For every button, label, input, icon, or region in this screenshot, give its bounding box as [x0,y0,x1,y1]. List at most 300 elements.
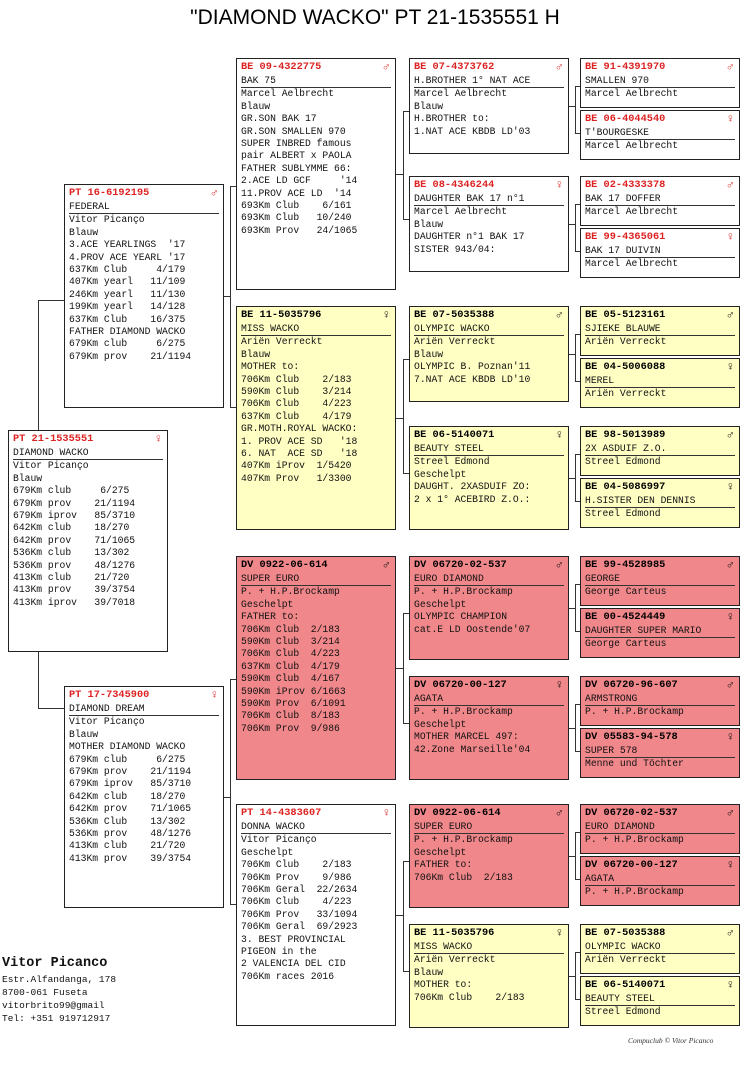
ring-number-header [241,309,391,322]
pedigree-line: 590Km Prov 6/1091 [241,698,346,710]
pedigree-box-ds [236,556,396,780]
pedigree-line: 679Km iprov 85/3710 [13,510,136,522]
pedigree-line: 679Km club 6/275 [13,485,130,497]
ring-number-header [585,361,735,374]
pedigree-box-sds [409,306,569,402]
pedigree-line: Ariën Verreckt [414,336,496,348]
pigeon-name: ARMSTRONG [585,693,735,706]
connector-line [575,584,580,585]
pedigree-line: Ariën Verreckt [585,954,667,966]
pedigree-line: pair ALBERT x PAOLA [241,150,352,162]
pigeon-name: DIAMOND WACKO [13,447,163,460]
connector-line [38,300,64,301]
ring-number: BE 04-5086997 [585,481,666,493]
connector-line [575,832,580,833]
pedigree-line: Geschelpt [414,468,467,480]
ring-number: BE 05-5123161 [585,309,666,321]
pedigree-box-g13 [580,804,740,854]
pedigree-line: Marcel Aelbrecht [585,206,679,218]
connector-line [403,723,409,724]
pedigree-box-dd [236,804,396,1026]
pedigree-line: 679Km prov 21/1194 [13,497,136,509]
female-symbol-icon: ♀ [154,432,162,446]
ring-number-header [241,807,391,820]
ring-number-header [585,979,735,992]
ring-number: BE 06-4044540 [585,113,666,125]
pedigree-line: 4.PROV ACE YEARL '17 [69,251,186,263]
ring-number: BE 91-4391970 [585,61,666,73]
page-title: "DIAMOND WACKO" PT 21-1535551 H [190,6,560,29]
pedigree-line: 1.NAT ACE KBDB LD'03 [414,125,531,137]
pedigree-line: 706Km Club 2/183 [414,871,513,883]
pedigree-line: Ariën Verreckt [241,336,323,348]
connector-line [38,300,39,430]
pedigree-line: Blauw [241,348,271,360]
ring-number-header [414,429,564,442]
pedigree-box-g11 [580,676,740,726]
pedigree-line: 11.PROV ACE LD '14 [241,187,352,199]
pigeon-name: OLYMPIC WACKO [414,323,564,336]
ring-number-header [241,559,391,572]
ring-number: BE 07-4373762 [414,61,495,73]
connector-line [575,952,580,953]
pedigree-box-g1 [580,58,740,108]
pedigree-line: 3. BEST PROVINCIAL [241,933,346,945]
pedigree-line: 679Km prov 21/1194 [69,350,192,362]
pedigree-line: P. + H.P.Brockamp [414,706,513,718]
male-symbol-icon: ♂ [726,806,734,820]
ring-number: BE 98-5013989 [585,429,666,441]
pedigree-line: 706Km Club 2/183 [241,373,352,385]
pedigree-line: 706Km Prov 9/986 [241,871,352,883]
pedigree-line: 2.ACE LD GCF '14 [241,175,358,187]
pigeon-name: BEAUTY STEEL [414,443,564,456]
pedigree-line: 407Km yearl 11/109 [69,276,186,288]
pedigree-line: 642Km club 18/270 [69,790,186,802]
pedigree-box-g6 [580,358,740,408]
pedigree-line: cat.E LD Oostende'07 [414,623,531,635]
connector-line [403,971,409,972]
pedigree-line: Blauw [414,966,444,978]
ring-number: BE 11-5035796 [241,309,322,321]
ring-number: DV 06720-00-127 [585,859,678,871]
pedigree-line: 679Km iprov 85/3710 [69,778,192,790]
pedigree-line: 413Km prov 39/3754 [13,584,136,596]
connector-line [38,708,64,709]
pedigree-box-sd [236,306,396,530]
pedigree-line: 3.ACE YEARLINGS '17 [69,239,186,251]
pedigree-line: George Carteus [585,586,667,598]
pedigree-line: 590Km Club 3/214 [241,636,340,648]
pedigree-line: Streel Edmond [585,508,661,520]
pedigree-line: 679Km club 6/275 [69,338,186,350]
ring-number: DV 06720-00-127 [414,679,507,691]
connector-line [575,454,580,455]
female-symbol-icon: ♀ [726,730,734,744]
pedigree-line: 706Km Club 2/183 [241,859,352,871]
male-symbol-icon: ♂ [555,60,563,74]
pedigree-box-g15 [580,924,740,974]
pedigree-line: 706Km Prov 33/1094 [241,908,358,920]
owner-address: Estr.Alfandanga, 178 [2,974,117,985]
pedigree-line: Streel Edmond [585,456,661,468]
pedigree-line: SUPER INBRED famous [241,138,352,150]
connector-line [575,501,580,502]
ring-number-header [69,187,219,200]
pedigree-line: DAUGHTER n°1 BAK 17 [414,231,525,243]
ring-number: BE 99-4528985 [585,559,666,571]
connector-line [575,631,580,632]
pigeon-name: SUPER EURO [414,821,564,834]
pedigree-line: Blauw [414,100,444,112]
ring-number-header [585,481,735,494]
connector-line [38,652,39,708]
pigeon-name: MEREL [585,375,735,388]
pigeon-name: GEORGE [585,573,735,586]
pedigree-line: Marcel Aelbrecht [585,258,679,270]
connector-line [403,861,404,971]
pedigree-box-g2 [580,110,740,160]
pigeon-name: T'BOURGESKE [585,127,735,140]
ring-number: BE 99-4365061 [585,231,666,243]
pedigree-box-dsd [409,676,569,780]
pedigree-line: Geschelpt [241,598,294,610]
pedigree-box-sdd [409,426,569,530]
connector-line [403,613,404,723]
pedigree-box-g12 [580,728,740,778]
pedigree-line: 706Km Club 4/223 [241,896,352,908]
connector-line [230,407,236,408]
ring-number-header [585,113,735,126]
female-symbol-icon: ♀ [210,688,218,702]
pigeon-name: BEAUTY STEEL [585,993,735,1006]
ring-number-header [585,679,735,692]
pedigree-line: 590Km iProv 6/1663 [241,685,346,697]
connector-line [575,999,580,1000]
female-symbol-icon: ♀ [555,178,563,192]
pedigree-line: 706Km Club 8/183 [241,710,340,722]
pedigree-line: FATHER SUBLYMME 66: [241,162,352,174]
pedigree-line: Blauw [241,100,271,112]
pedigree-line: 413Km club 21/720 [69,840,186,852]
pedigree-line: 706Km Club 2/183 [241,623,340,635]
ring-number: BE 07-5035388 [414,309,495,321]
pedigree-line: MOTHER DIAMOND WACKO [69,741,186,753]
pedigree-line: P. + H.P.Brockamp [414,586,513,598]
ring-number-header [585,927,735,940]
female-symbol-icon: ♀ [726,978,734,992]
pedigree-line: Geschelpt [241,846,294,858]
pedigree-line: 679Km club 6/275 [69,753,186,765]
pedigree-line: PIGEON in the [241,946,317,958]
connector-line [575,86,576,133]
pedigree-line: 706Km Geral 69/2923 [241,921,358,933]
pigeon-name: AGATA [585,873,735,886]
pedigree-line: 536Km prov 48/1276 [69,828,192,840]
female-symbol-icon: ♀ [726,360,734,374]
pigeon-name: SUPER EURO [241,573,391,586]
pedigree-box-g14 [580,856,740,906]
pedigree-line: Marcel Aelbrecht [414,206,508,218]
male-symbol-icon: ♂ [726,308,734,322]
pedigree-line: 706Km races 2016 [241,970,335,982]
ring-number-header [585,559,735,572]
pedigree-line: 679Km prov 21/1194 [69,766,192,778]
pedigree-line: 536Km Club 13/302 [69,815,186,827]
pedigree-line: P. + H.P.Brockamp [585,834,684,846]
male-symbol-icon: ♂ [210,186,218,200]
pedigree-line: 590Km Club 4/167 [241,673,340,685]
connector-line [575,204,576,251]
pigeon-name: MISS WACKO [241,323,391,336]
owner-phone: Tel: +351 919712917 [2,1013,111,1024]
male-symbol-icon: ♂ [726,428,734,442]
connector-line [575,334,580,335]
pedigree-line: Marcel Aelbrecht [585,140,679,152]
pigeon-name: MISS WACKO [414,941,564,954]
pedigree-box-sss [409,58,569,154]
connector-line [575,204,580,205]
ring-number-header [414,309,564,322]
pigeon-name: BAK 75 [241,75,391,88]
ring-number-header [585,231,735,244]
owner-name: Vitor Picanco [2,956,108,971]
pedigree-line: 706Km Club 4/223 [241,398,352,410]
female-symbol-icon: ♀ [555,428,563,442]
ring-number-header [585,309,735,322]
connector-line [575,751,580,752]
ring-number: BE 04-5006088 [585,361,666,373]
pedigree-line: P. + H.P.Brockamp [585,886,684,898]
pedigree-box-dds [409,804,569,908]
ring-number: BE 02-4333378 [585,179,666,191]
connector-line [396,418,403,419]
connector-line [230,679,236,680]
male-symbol-icon: ♂ [726,178,734,192]
pedigree-line: 1. PROV ACE SD '18 [241,435,358,447]
ring-number-header [414,559,564,572]
pedigree-line: FATHER to: [241,611,300,623]
pedigree-box-sire [64,184,224,408]
female-symbol-icon: ♀ [382,308,390,322]
owner-info [2,955,116,1025]
connector-line [575,381,580,382]
female-symbol-icon: ♀ [726,112,734,126]
connector-line [403,861,409,862]
female-symbol-icon: ♀ [555,678,563,692]
pedigree-line: P. + H.P.Brockamp [241,586,340,598]
pedigree-line: Marcel Aelbrecht [414,88,508,100]
male-symbol-icon: ♂ [382,558,390,572]
pedigree-line: 590Km Club 3/214 [241,386,352,398]
pedigree-line: 693Km Prov 24/1065 [241,224,358,236]
pigeon-name: SUPER 578 [585,745,735,758]
pedigree-line: Vitor Picanço [241,834,317,846]
pedigree-line: 642Km prov 71/1065 [13,534,136,546]
connector-line [403,219,409,220]
pedigree-line: Blauw [414,348,444,360]
pedigree-line: Streel Edmond [414,456,490,468]
ring-number: DV 0922-06-614 [241,559,328,571]
pedigree-box-dss [409,556,569,660]
pedigree-box-g8 [580,478,740,528]
pedigree-line: 637Km Club 4/179 [69,264,186,276]
connector-line [575,133,580,134]
connector-line [575,704,580,705]
pigeon-name: DAUGHTER BAK 17 n°1 [414,193,564,206]
pedigree-line: FATHER DIAMOND WACKO [69,326,186,338]
pedigree-line: Streel Edmond [585,1006,661,1018]
ring-number-header [585,611,735,624]
pigeon-name: H.BROTHER 1° NAT ACE [414,75,564,88]
pedigree-line: MOTHER MARCEL 497: [414,731,519,743]
ring-number-header [585,429,735,442]
ring-number: DV 06720-96-607 [585,679,678,691]
pedigree-line: DAUGHT. 2XASDUIF ZO: [414,481,531,493]
connector-line [230,904,236,905]
ring-number-header [241,61,391,74]
pedigree-line: MOTHER to: [414,979,473,991]
pedigree-box-g5 [580,306,740,356]
pedigree-line: 693Km Club 6/161 [241,200,352,212]
ring-number: BE 06-5140071 [414,429,495,441]
connector-line [396,668,403,669]
ring-number: DV 05583-94-578 [585,731,678,743]
male-symbol-icon: ♂ [555,558,563,572]
connector-line [575,704,576,751]
pedigree-line: 706Km Geral 22/2634 [241,884,358,896]
connector-line [230,186,231,407]
pedigree-line: SISTER 943/04: [414,243,496,255]
pedigree-line: George Carteus [585,638,667,650]
pigeon-name: H.SISTER DEN DENNIS [585,495,735,508]
pedigree-line: Blauw [69,226,99,238]
pedigree-line: Ariën Verreckt [585,336,667,348]
ring-number-header [414,679,564,692]
owner-postal: 8700-061 Fuseta [2,987,88,998]
software-credit: Compuclub © Vitor Picanco [628,1036,714,1045]
pedigree-box-g16 [580,976,740,1026]
male-symbol-icon: ♂ [555,308,563,322]
ring-number-header [13,433,163,446]
ring-number-header [414,61,564,74]
pedigree-line: 706Km Club 2/183 [414,991,525,1003]
connector-line [575,334,576,381]
pigeon-name: SJIEKE BLAUWE [585,323,735,336]
pedigree-line: 407Km iProv 1/5420 [241,460,352,472]
ring-number: PT 17-7345900 [69,689,150,701]
pigeon-name: AGATA [414,693,564,706]
ring-number: DV 0922-06-614 [414,807,501,819]
ring-number: DV 06720-02-537 [414,559,507,571]
pedigree-line: 706Km Prov 9/986 [241,722,340,734]
pedigree-line: OLYMPIC CHAMPION [414,611,508,623]
pedigree-line: Blauw [414,218,444,230]
pedigree-line: 2 VALENCIA DEL CID [241,958,346,970]
pedigree-line: 6. NAT ACE SD '18 [241,448,358,460]
connector-line [403,111,409,112]
connector-line [230,679,231,904]
pedigree-line: 413Km prov 39/3754 [69,852,192,864]
pedigree-line: Geschelpt [414,718,467,730]
pedigree-line: 706Km Club 4/223 [241,648,340,660]
pedigree-line: 642Km prov 71/1065 [69,803,192,815]
pedigree-line: 536Km prov 48/1276 [13,559,136,571]
pedigree-box-ddd [409,924,569,1028]
pigeon-name: SMALLEN 970 [585,75,735,88]
pigeon-name: OLYMPIC WACKO [585,941,735,954]
connector-line [575,832,576,879]
pigeon-name: 2X ASDUIF Z.O. [585,443,735,456]
pedigree-box-ssd [409,176,569,272]
female-symbol-icon: ♀ [726,480,734,494]
ring-number: BE 08-4346244 [414,179,495,191]
pigeon-name: EURO DIAMOND [585,821,735,834]
pedigree-line: 407Km Prov 1/3300 [241,472,352,484]
pedigree-line: GR.SON BAK 17 [241,113,317,125]
connector-line [403,613,409,614]
connector-line [575,879,580,880]
connector-line [575,86,580,87]
pedigree-line: Vitor Picanço [69,716,145,728]
connector-line [396,174,403,175]
connector-line [575,454,576,501]
pedigree-box-ss [236,58,396,290]
pigeon-name: BAK 17 DUIVIN [585,245,735,258]
pedigree-line: 42.Zone Marseille'04 [414,743,531,755]
connector-line [230,186,236,187]
pedigree-line: 637Km Club 16/375 [69,313,186,325]
pedigree-line: 413Km iprov 39/7018 [13,596,136,608]
ring-number: PT 14-4383607 [241,807,322,819]
pedigree-line: FATHER to: [414,859,473,871]
pedigree-line: H.BROTHER to: [414,113,490,125]
pedigree-box-g7 [580,426,740,476]
pedigree-line: 642Km club 18/270 [13,522,130,534]
ring-number-header [414,179,564,192]
pedigree-line: OLYMPIC B. Poznan'11 [414,361,531,373]
ring-number: BE 07-5035388 [585,927,666,939]
female-symbol-icon: ♀ [382,806,390,820]
ring-number: BE 11-5035796 [414,927,495,939]
ring-number-header [585,807,735,820]
male-symbol-icon: ♂ [726,678,734,692]
male-symbol-icon: ♂ [555,806,563,820]
pedigree-line: P. + H.P.Brockamp [585,706,684,718]
connector-line [575,584,576,631]
female-symbol-icon: ♀ [555,926,563,940]
pigeon-name: BAK 17 DOFFER [585,193,735,206]
connector-line [396,915,403,916]
female-symbol-icon: ♀ [726,230,734,244]
pedigree-line: Blauw [69,728,99,740]
ring-number-header [585,859,735,872]
pedigree-line: MOTHER to: [241,361,300,373]
pigeon-name: EURO DIAMOND [414,573,564,586]
pedigree-box-g10 [580,608,740,658]
pedigree-line: 2 x 1° ACEBIRD Z.O.: [414,493,531,505]
pedigree-line: 199Km yearl 14/128 [69,301,186,313]
connector-line [575,251,580,252]
pedigree-line: 413Km club 21/720 [13,572,130,584]
pedigree-box-dam [64,686,224,908]
pedigree-line: Menne und Töchter [585,758,684,770]
ring-number-header [585,179,735,192]
pedigree-line: Vitor Picanço [69,214,145,226]
connector-line [403,473,409,474]
pedigree-line: Marcel Aelbrecht [241,88,335,100]
pedigree-box-g3 [580,176,740,226]
